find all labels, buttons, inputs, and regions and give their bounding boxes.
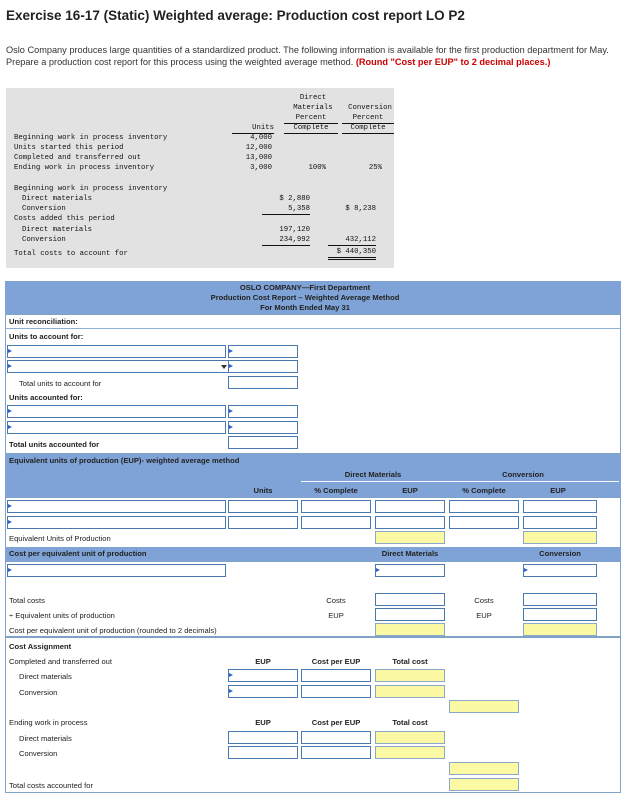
chevron-down-icon[interactable] <box>221 365 227 369</box>
eup-row1-conv-pct[interactable] <box>449 500 519 513</box>
eup-dm-eup-col: EUP <box>402 486 418 495</box>
total-units-to-account-for-input[interactable] <box>228 376 298 389</box>
ca1-conv-total[interactable] <box>375 685 445 698</box>
cost-beg-conv: 5,358 <box>262 205 310 215</box>
ca1-dm-cost-per-eup[interactable] <box>301 669 371 682</box>
row-label: Beginning work in process inventory <box>14 134 168 142</box>
ca2-conv-label: Conversion <box>19 749 58 758</box>
units-accounted-label-input-2[interactable] <box>7 421 226 434</box>
ca2-grand-total[interactable] <box>449 762 519 775</box>
dm-cost-per-eup-result[interactable] <box>375 623 445 636</box>
eup-row1-units[interactable] <box>228 500 298 513</box>
ca1-eup-col: EUP <box>255 657 271 666</box>
equivalent-units-label: Equivalent Units of Production <box>9 534 111 543</box>
cost-assignment-label: Cost Assignment <box>9 642 72 651</box>
eup-conv-pct-col: % Complete <box>462 486 506 495</box>
ca2-dm-cost-per-eup[interactable] <box>301 731 371 744</box>
cost-grand-total: $ 440,350 <box>328 248 376 260</box>
cpe-row1-dm[interactable] <box>375 564 445 577</box>
intro-text: Oslo Company produces large quantities of a standardized product. The following information is available for the first production department for May. Prepare a production cost report for this process using the weighted average method. <box>6 45 609 67</box>
page-title: Exercise 16-17 (Static) Weighted average: Production cost report LO P2 <box>6 8 465 23</box>
cpe-row1-label[interactable] <box>7 564 226 577</box>
unit-reconciliation-label: Unit reconciliation: <box>9 317 78 326</box>
cpe-dm-header: Direct Materials <box>381 549 439 558</box>
cost-beg-dm: $ 2,880 <box>279 195 310 203</box>
eup-row1-conv-eup[interactable] <box>523 500 597 513</box>
ca1-total-cost-col: Total cost <box>392 657 428 666</box>
ca2-total-cost-col: Total cost <box>392 718 428 727</box>
ca2-cost-per-eup-col: Cost per EUP <box>311 718 361 727</box>
cost-conv-label2: Conversion <box>22 236 66 244</box>
eup-row2-dm-pct[interactable] <box>301 516 371 529</box>
given-data-panel <box>6 88 394 268</box>
units-accounted-for-label: Units accounted for: <box>9 393 83 402</box>
completed-transferred-label: Completed and transferred out <box>9 657 112 666</box>
row-units: 4,000 <box>250 134 272 142</box>
units-accounted-value-input-1[interactable] <box>228 405 298 418</box>
cpe-row1-conv[interactable] <box>523 564 597 577</box>
units-accounted-value-input-2[interactable] <box>228 421 298 434</box>
eup-row1-dm-eup[interactable] <box>375 500 445 513</box>
header-dm-line2: Materials <box>293 104 333 112</box>
problem-statement <box>6 45 634 68</box>
cost-beg-total: $ 8,238 <box>345 205 376 213</box>
header-dm-pct2: Complete <box>284 124 338 134</box>
ca2-conv-cost-per-eup[interactable] <box>301 746 371 759</box>
dm-costs-word: Costs <box>326 596 346 605</box>
cost-dm-label2: Direct materials <box>22 226 93 234</box>
eup-row1-label[interactable] <box>7 500 226 513</box>
rounding-instruction: (Round "Cost per EUP" to 2 decimal places.) <box>355 56 551 67</box>
production-cost-report <box>5 281 621 793</box>
dm-eup-input[interactable] <box>375 608 445 621</box>
ca1-conv-cost-per-eup[interactable] <box>301 685 371 698</box>
divided-eup-label: ÷ Equivalent units of production <box>9 611 115 620</box>
conv-total-costs-input[interactable] <box>523 593 597 606</box>
units-account-value-input-2[interactable] <box>228 360 298 373</box>
header-dm-line1: Direct <box>299 94 327 102</box>
row-conv-pct: 25% <box>368 164 382 172</box>
total-costs-accounted-for-result[interactable] <box>449 778 519 791</box>
ca2-dm-total[interactable] <box>375 731 445 744</box>
units-to-account-for-label: Units to account for: <box>9 332 84 341</box>
cost-dm-label: Direct materials <box>22 195 93 203</box>
units-account-value-input-1[interactable] <box>228 345 298 358</box>
cost-total-label: Total costs to account for <box>14 250 128 258</box>
row-label: Completed and transferred out <box>14 154 141 162</box>
ca1-dm-label: Direct materials <box>19 672 72 681</box>
ca1-grand-total[interactable] <box>449 700 519 713</box>
eup-row1-dm-pct[interactable] <box>301 500 371 513</box>
dm-eup-word: EUP <box>328 611 344 620</box>
units-accounted-label-input-1[interactable] <box>7 405 226 418</box>
header-dm-pct1: Percent <box>284 114 338 124</box>
ca2-dm-label: Direct materials <box>19 734 72 743</box>
ca1-conv-eup[interactable] <box>228 685 298 698</box>
cost-added-label: Costs added this period <box>14 215 115 223</box>
eup-dm-header: Direct Materials <box>344 470 402 479</box>
cpe-conv-header: Conversion <box>539 549 581 558</box>
cost-conv-label: Conversion <box>22 205 66 213</box>
eup-row2-conv-eup[interactable] <box>523 516 597 529</box>
total-units-to-account-for-label: Total units to account for <box>19 379 102 388</box>
units-account-label-input-1[interactable] <box>7 345 226 358</box>
eup-row2-label[interactable] <box>7 516 226 529</box>
ca1-dm-eup[interactable] <box>228 669 298 682</box>
total-costs-label: Total costs <box>9 596 45 605</box>
eup-row2-conv-pct[interactable] <box>449 516 519 529</box>
row-units: 12,000 <box>245 144 272 152</box>
ca2-dm-eup[interactable] <box>228 731 298 744</box>
conv-cost-per-eup-result[interactable] <box>523 623 597 636</box>
eup-conv-eup-col: EUP <box>550 486 566 495</box>
eup-conv-header: Conversion <box>502 470 544 479</box>
dm-total-costs-input[interactable] <box>375 593 445 606</box>
row-dm-pct: 100% <box>308 164 326 172</box>
ca2-conv-eup[interactable] <box>228 746 298 759</box>
eup-section-label: Equivalent units of production (EUP)- weighted average method <box>9 456 240 465</box>
cost-beg-wip-label: Beginning work in process inventory <box>14 185 168 193</box>
report-header-line2: Production Cost Report – Weighted Average Method <box>210 293 400 302</box>
row-units: 3,000 <box>250 164 272 172</box>
total-units-accounted-for-label: Total units accounted for <box>9 440 100 449</box>
ca1-dm-total[interactable] <box>375 669 445 682</box>
report-header-line1: OSLO COMPANY—First Department <box>239 283 371 292</box>
ca1-cost-per-eup-col: Cost per EUP <box>311 657 361 666</box>
row-label: Ending work in process inventory <box>14 164 155 172</box>
ca1-conv-label: Conversion <box>19 688 58 697</box>
eup-units-col: Units <box>253 486 273 495</box>
cost-added-conv: 234,992 <box>262 236 310 246</box>
cost-per-eup-label: Cost per equivalent unit of production <box>9 549 147 558</box>
header-conv-pct2: Complete <box>342 124 394 134</box>
row-label: Units started this period <box>14 144 124 152</box>
conv-eup-word: EUP <box>476 611 492 620</box>
units-account-label-select-2[interactable] <box>7 360 230 373</box>
cost-per-eup-rounded-label: Cost per equivalent unit of production (rounded to 2 decimals) <box>9 626 217 635</box>
total-costs-accounted-for-label: Total costs accounted for <box>9 781 93 790</box>
cost-added-total: 432,112 <box>328 236 376 246</box>
ca2-eup-col: EUP <box>255 718 271 727</box>
eup-dm-pct-col: % Complete <box>314 486 358 495</box>
total-units-accounted-for-input[interactable] <box>228 436 298 449</box>
header-units: Units <box>232 124 274 134</box>
eup-row2-units[interactable] <box>228 516 298 529</box>
row-units: 13,000 <box>245 154 272 162</box>
header-conv-pct1: Percent <box>342 114 394 124</box>
conv-eup-input[interactable] <box>523 608 597 621</box>
ending-wip-label: Ending work in process <box>9 718 88 727</box>
report-header-line3: For Month Ended May 31 <box>260 303 350 312</box>
header-conv-line2: Conversion <box>348 104 392 112</box>
eup-total-dm[interactable] <box>375 531 445 544</box>
eup-total-conv[interactable] <box>523 531 597 544</box>
conv-costs-word: Costs <box>474 596 494 605</box>
cost-added-dm: 197,120 <box>279 226 310 234</box>
ca2-conv-total[interactable] <box>375 746 445 759</box>
eup-row2-dm-eup[interactable] <box>375 516 445 529</box>
